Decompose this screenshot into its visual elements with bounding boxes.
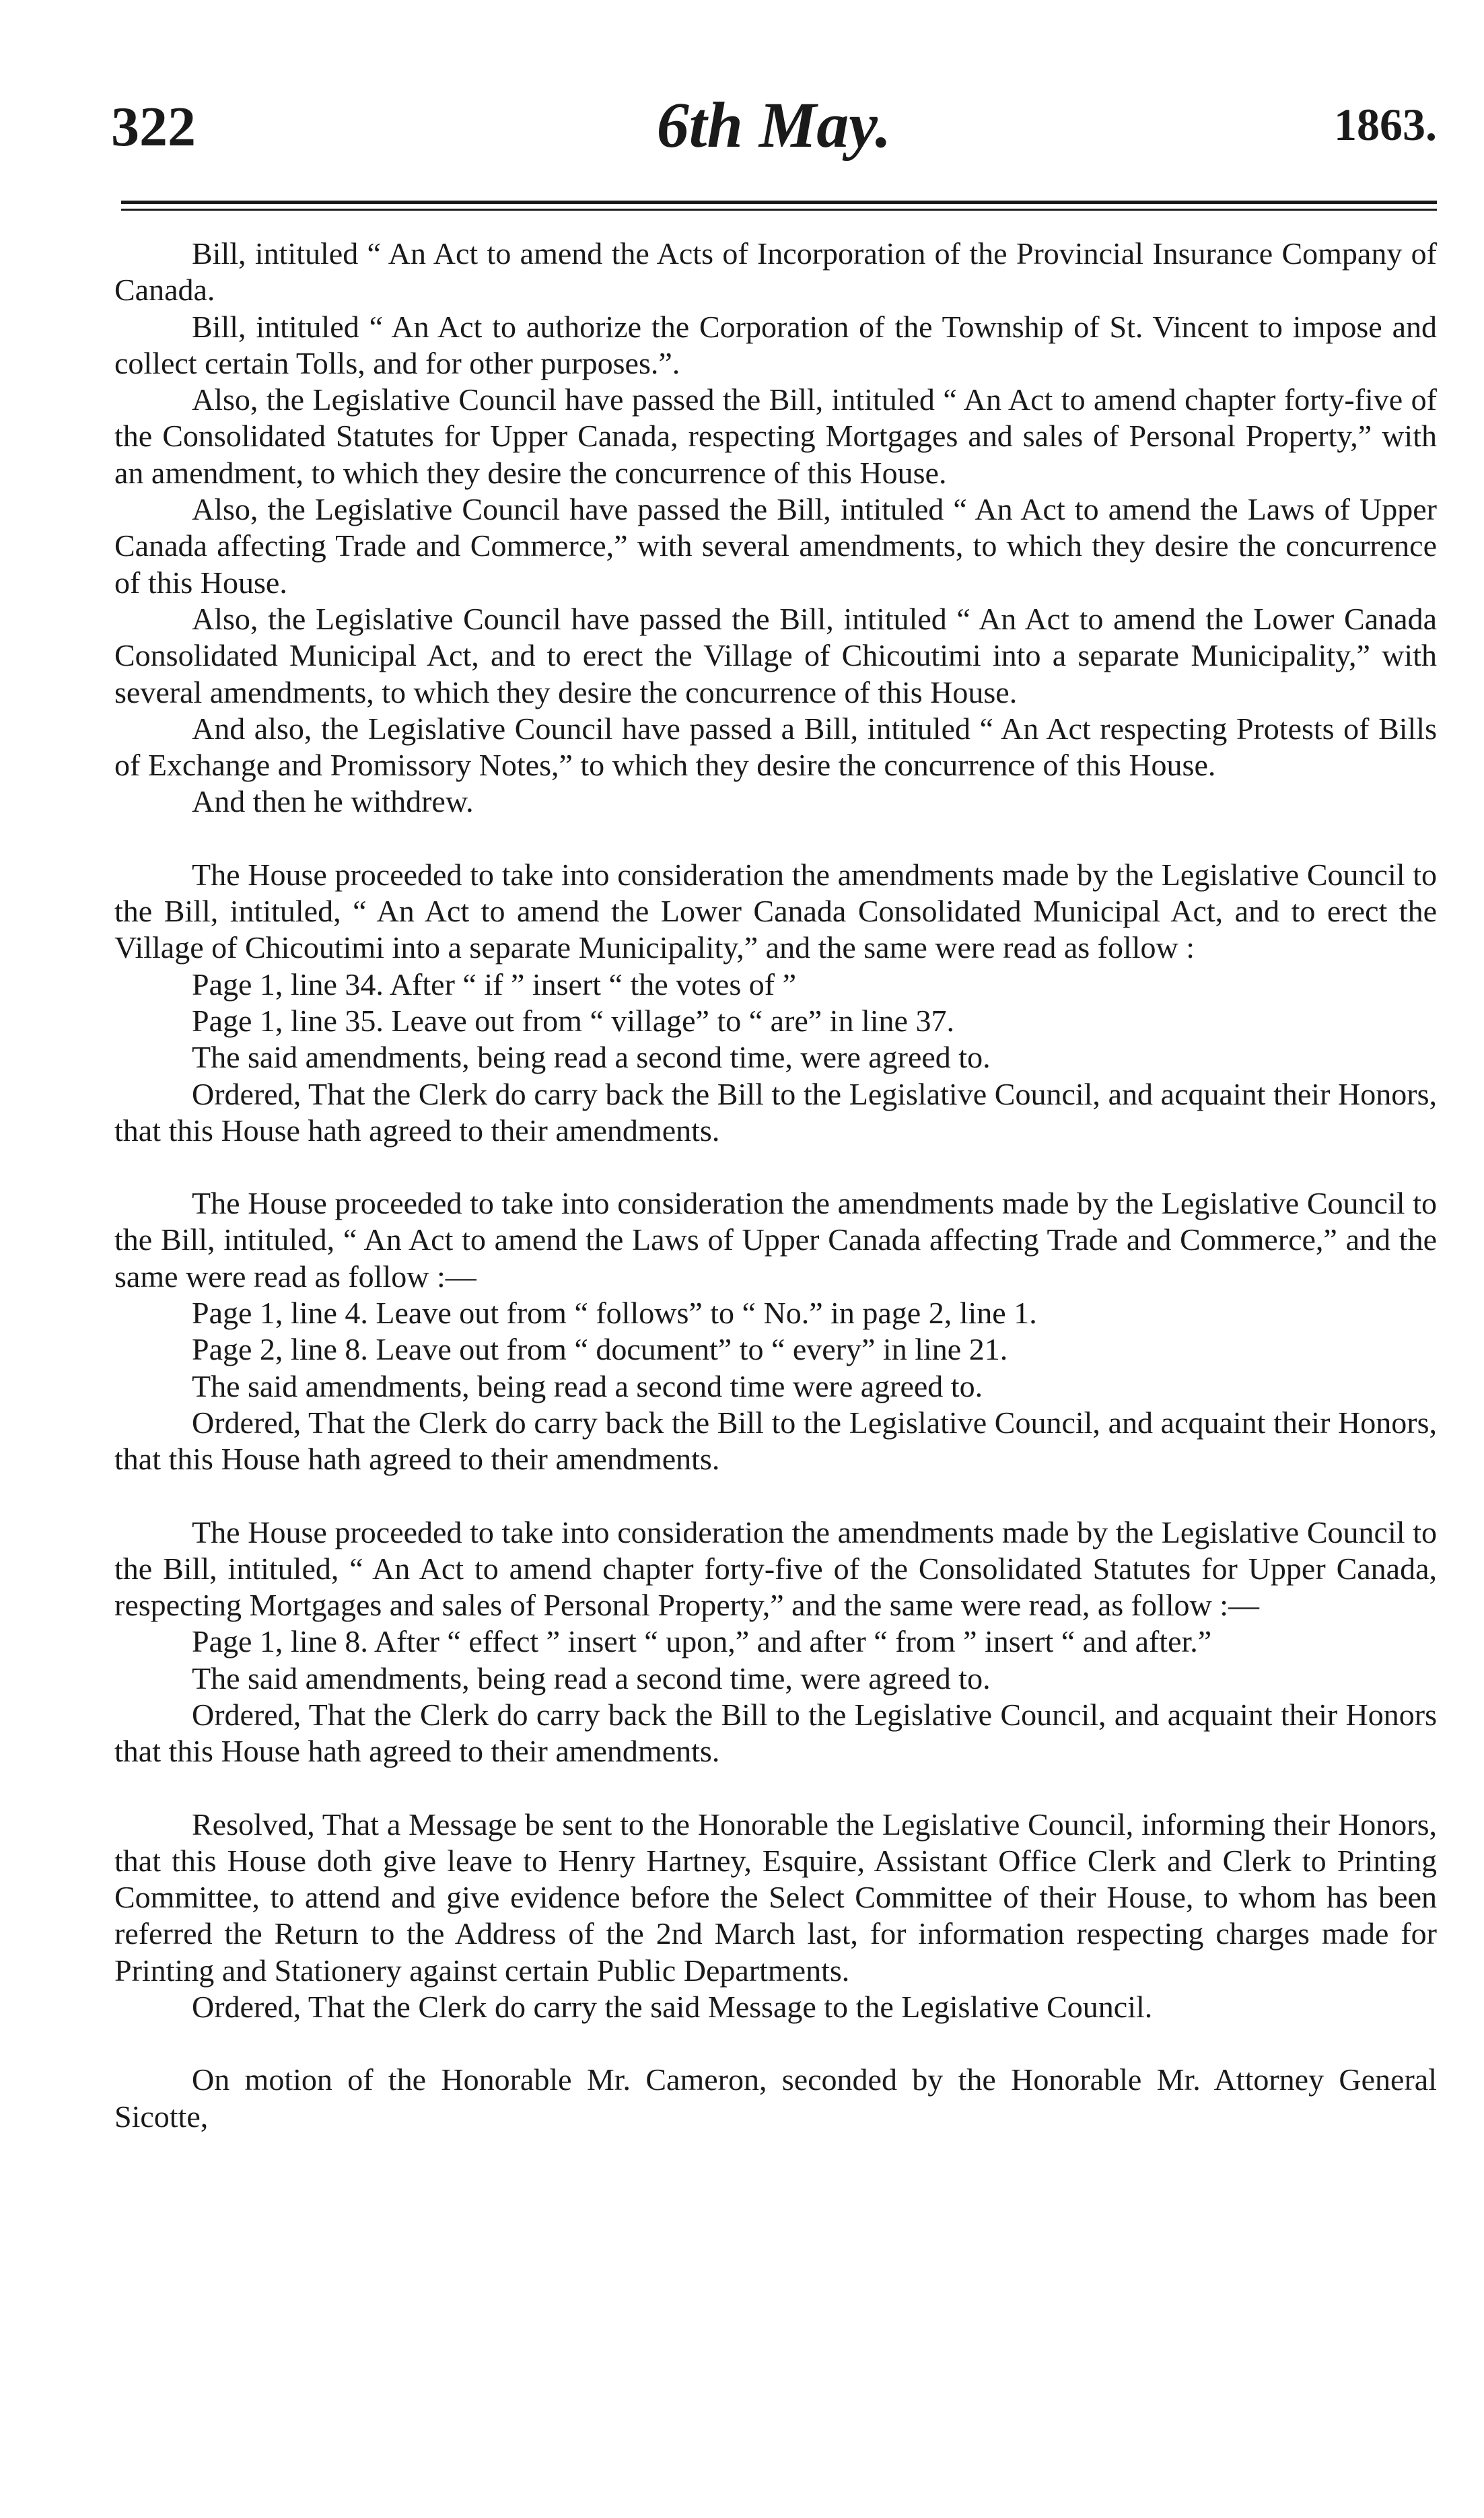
journal-body xyxy=(114,236,1437,2135)
paragraph: The House proceeded to take into consideration the amendments made by the Legislative Council to the Bill, intituled, “ An Act to amend the Laws of Upper Canada affecting Trade and Commerce,” and the same were read as follow :— xyxy=(114,1186,1437,1294)
amendment-line: Page 1, line 34. After “ if ” insert “ the votes of ” xyxy=(192,967,796,1002)
paragraph-gap xyxy=(114,1149,1437,1185)
paragraph: The said amendments, being read a second time, were agreed to. xyxy=(192,1040,991,1075)
paragraph: Resolved, That a Message be sent to the Honorable the Legislative Council, informing their Honors, that this House doth give leave to Henry Hartney, Esquire, Assistant Office Clerk and Clerk to Printing Committee, to attend and give evidence before the Select Committee of their House, to whom has been referred the Return to the Address of the 2nd March last, for information respecting charges made for Printing and Stationery against certain Public Departments. xyxy=(114,1807,1437,1988)
page-number: 322 xyxy=(111,96,196,158)
page-date-heading: 6th May. xyxy=(656,89,892,161)
paragraph: Ordered, That the Clerk do carry back the Bill to the Legislative Council, and acquaint their Honors, that this House hath agreed to their amendments. xyxy=(114,1405,1437,1477)
paragraph: Also, the Legislative Council have passed the Bill, intituled “ An Act to amend the Laws of Upper Canada affecting Trade and Commerce,” with several amendments, to which they desire the concurrence of this House. xyxy=(114,492,1437,600)
paragraph-gap xyxy=(114,1770,1437,1807)
amendment-line: Page 2, line 8. Leave out from “ document” to “ every” in line 21. xyxy=(192,1332,1008,1367)
header-rule-thin xyxy=(121,209,1437,211)
paragraph-gap xyxy=(114,820,1437,857)
paragraph-gap xyxy=(114,2025,1437,2062)
amendment-line: Page 1, line 4. Leave out from “ follows” to “ No.” in page 2, line 1. xyxy=(192,1296,1037,1331)
paragraph: And also, the Legislative Council have passed a Bill, intituled “ An Act respecting Protests of Bills of Exchange and Promissory Notes,” to which they desire the concurrence of this House. xyxy=(114,711,1437,783)
amendment-line: Page 1, line 8. After “ effect ” insert “ upon,” and after “ from ” insert “ and after.” xyxy=(192,1624,1212,1659)
paragraph: Ordered, That the Clerk do carry the said Message to the Legislative Council. xyxy=(192,1990,1153,2025)
paragraph: Also, the Legislative Council have passed the Bill, intituled “ An Act to amend chapter forty-five of the Consolidated Statutes for Upper Canada, respecting Mortgages and sales of Personal Property,” with an amendment, to which they desire the concurrence of this House. xyxy=(114,382,1437,490)
paragraph: Bill, intituled “ An Act to amend the Acts of Incorporation of the Provincial Insurance Company of Canada. xyxy=(114,236,1437,308)
amendment-line: Page 1, line 35. Leave out from “ village” to “ are” in line 37. xyxy=(192,1003,954,1038)
paragraph: The said amendments, being read a second time, were agreed to. xyxy=(192,1660,991,1695)
paragraph: Bill, intituled “ An Act to authorize the Corporation of the Township of St. Vincent to impose and collect certain Tolls, and for other purposes.”. xyxy=(114,309,1437,380)
paragraph: The House proceeded to take into consideration the amendments made by the Legislative Council to the Bill, intituled, “ An Act to amend chapter forty-five of the Consolidated Statutes for Upper Canada, respecting Mortgages and sales of Personal Property,” and the same were read, as follow :— xyxy=(114,1514,1437,1623)
paragraph: The House proceeded to take into consideration the amendments made by the Legislative Council to the Bill, intituled, “ An Act to amend the Lower Canada Consolidated Municipal Act, and to erect the Village of Chicoutimi into a separate Municipality,” and the same were read as follow : xyxy=(114,857,1437,965)
paragraph-gap xyxy=(114,1478,1437,1514)
page-year: 1863. xyxy=(1334,99,1437,150)
paragraph: On motion of the Honorable Mr. Cameron, seconded by the Honorable Mr. Attorney General Sicotte, xyxy=(114,2062,1437,2134)
paragraph: Ordered, That the Clerk do carry back the Bill to the Legislative Council, and acquaint their Honors, that this House hath agreed to their amendments. xyxy=(114,1076,1437,1148)
paragraph: The said amendments, being read a second time were agreed to. xyxy=(192,1368,983,1403)
paragraph: And then he withdrew. xyxy=(192,784,474,819)
header-rule-thick xyxy=(121,201,1437,204)
page-header xyxy=(111,67,1437,168)
paragraph: Also, the Legislative Council have passed the Bill, intituled “ An Act to amend the Lower Canada Consolidated Municipal Act, and to erect the Village of Chicoutimi into a separate Municipality,” with several amendments, to which they desire the concurrence of this House. xyxy=(114,601,1437,709)
paragraph: Ordered, That the Clerk do carry back the Bill to the Legislative Council, and acquaint their Honors that this House hath agreed to their amendments. xyxy=(114,1697,1437,1769)
